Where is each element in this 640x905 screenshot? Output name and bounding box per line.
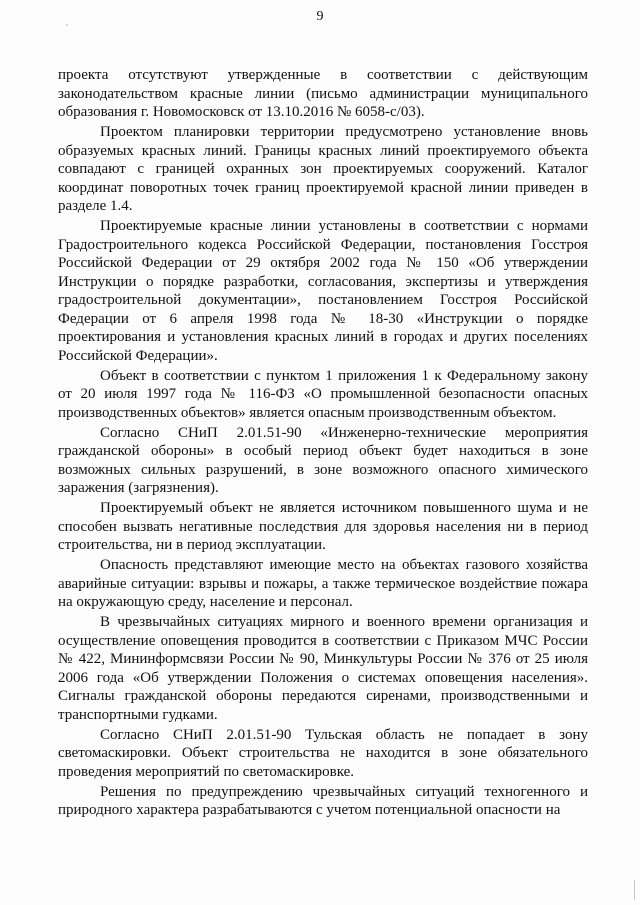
scan-edge-mark	[634, 880, 635, 900]
document-body	[58, 66, 588, 821]
paragraph-alerting: В чрезвычайных ситуациях мирного и военного времени организация и осуществление оповещения проводится в соответствии с Приказом МЧС России № 422, Мининформсвязи России № 90, Минкультуры России № 376 от 25 июля 2006 года «Об утверждении Положения о системах оповещения населения». Сигналы гражданской обороны передаются сиренами, производственными и транспортными гудками.	[58, 614, 588, 723]
paragraph-civil-defense: Согласно СНиП 2.01.51-90 «Инженерно-технические мероприятия гражданской обороны» в особый период объект будет находиться в зоне возможных сильных разрушений, в зоне возможного опасного химического заражения (загрязнения).	[58, 424, 588, 496]
paragraph-planning-project: Проектом планировки территории предусмотрено установление вновь образуемых красных линий. Границы красных линий проектируемого объекта совпадают с границей охранных зон проектируемых сооружений. Каталог координат поворотных точек границ проектируемой красной линии приведен в разделе 1.4.	[58, 124, 588, 214]
paragraph-regulations: Проектируемые красные линии установлены в соответствии с нормами Градостроительного кодекса Российской Федерации, постановления Госстроя Российской Федерации от 29 октября 2002 года № 150 «Об утверждении Инструкции о порядке разработки, согласования, экспертизы и утверждения градостроительной документации», постановлением Госстроя Российской Федерации от 6 апреля 1998 года № 18-30 «Инструкции о порядке проектирования и установления красных линий в городах и других поселениях Российской Федерации».	[58, 218, 588, 364]
paragraph-light-masking: Согласно СНиП 2.01.51-90 Тульская область не попадает в зону светомаскировки. Объект строительства не находится в зоне обязательного проведения мероприятий по светомаскировке.	[58, 726, 588, 780]
paragraph-noise: Проектируемый объект не является источником повышенного шума и не способен вызвать негативные последствия для здоровья населения ни в период строительства, ни в период эксплуатации.	[58, 500, 588, 553]
paragraph-red-lines-absence: проекта отсутствуют утвержденные в соответствии с действующим законодательством красные линии (письмо администрации муниципального образования г. Новомосковск от 13.10.2016 № 6058-с/03).	[58, 67, 588, 120]
paragraph-emergency-prevention: Решения по предупреждению чрезвычайных ситуаций техногенного и природного характера разрабатываются с учетом потенциальной опасности на	[58, 783, 588, 818]
paragraph-gas-hazards: Опасность представляют имеющие место на объектах газового хозяйства аварийные ситуации: взрывы и пожары, а также термическое воздействие пожара на окружающую среду, население и персонал.	[58, 557, 588, 610]
page-number: 9	[316, 9, 324, 24]
paragraph-hazardous-object: Объект в соответствии с пунктом 1 приложения 1 к Федеральному закону от 20 июля 1997 года № 116-ФЗ «О промышленной безопасности опасных производственных объектов» является опасным производственным объектом.	[58, 367, 588, 421]
